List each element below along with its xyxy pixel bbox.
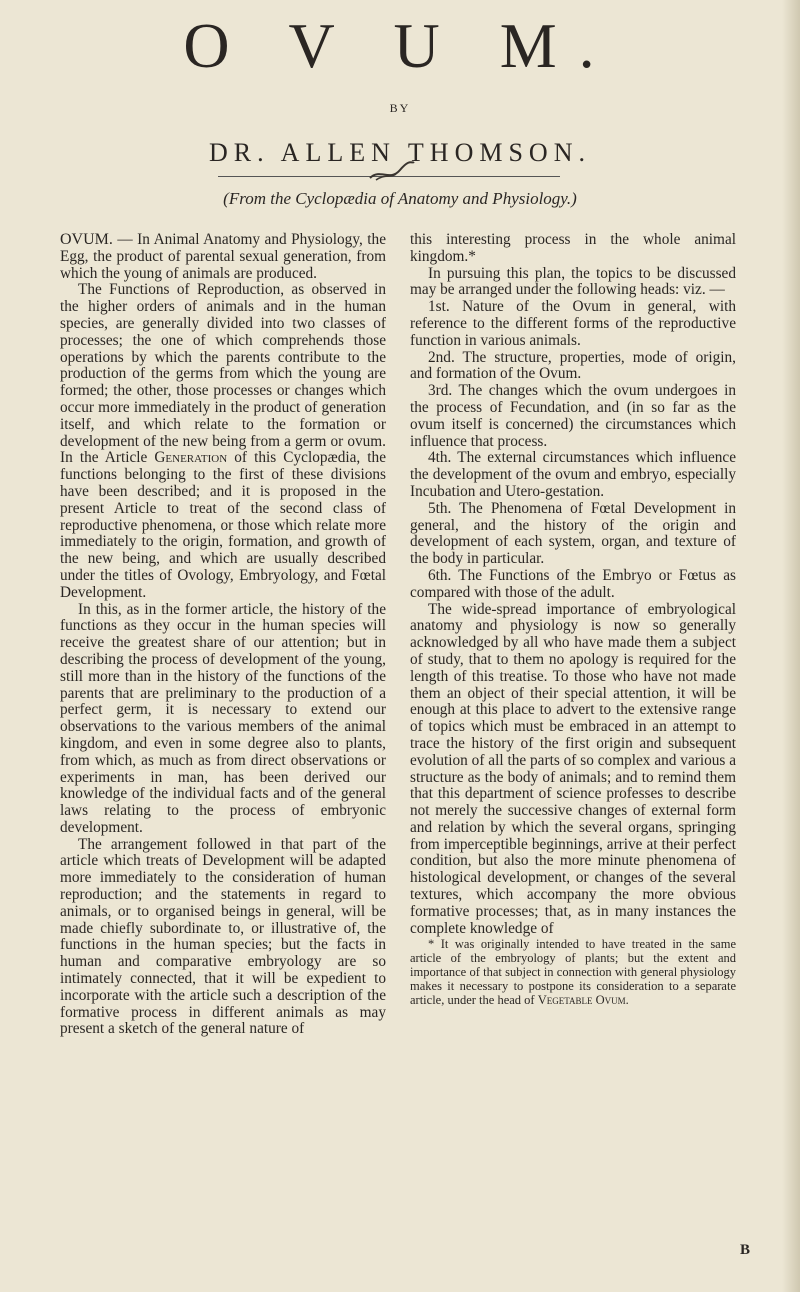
heading-item-5: 5th. The Phenomena of Fœtal Development in general, and the history of the origin and development of each system, organ, and texture of the body in particular. — [410, 499, 736, 568]
continuation-paragraph: this interesting process in the whole animal kingdom.* — [410, 231, 736, 265]
plan-paragraph: In pursuing this plan, the topics to be discussed may be arranged under the following heads: viz. — — [410, 264, 736, 299]
scope-paragraph: In this, as in the former article, the history of the functions as they occur in the human species will receive the greatest share of our attention; but in describing the process of development of the young, still more than in the history of the functions of the parents that are preliminary to the production of a perfect germ, it is necessary to extend our observations to the various members of the animal kingdom, and even in some degree also to plants, from which, as much as from direct observations or experiments in man, has been derived our knowledge of the individual facts and of the general laws relating to the process of embryonic development. — [60, 600, 386, 836]
vegetable-ovum-reference: Vegetable Ovum — [537, 993, 626, 1008]
generation-reference: Generation — [154, 449, 228, 467]
right-column — [410, 232, 736, 1007]
flourish-ornament-icon — [366, 160, 416, 184]
page-title: O V U M. — [183, 10, 617, 81]
importance-paragraph: The wide-spread importance of embryological anatomy and physiology is now so generally acknowledged by all who have made them a subject of study, that to them no apology is required for the length of this treatise. To those who have not made them an object of their special attention, it will be enough at this place to advert to the extensive range of topics which must be embraced in an attempt to trace the history of the first origin and subsequent evolution of all the parts of so complex and various a structure as the body of animals; and to remind them that this department of science professes to describe not merely the successive changes of external form and relation by which the several organs, springing from imperceptible beginnings, arrive at their perfect condition, but also the more minute phenomena of histological development, or changes of the several textures, which accompany the more obvious formative processes; that, as in many instances the complete knowledge of — [410, 600, 736, 937]
source-citation: (From the Cyclopædia of Anatomy and Physiology.) — [223, 189, 577, 208]
left-column — [60, 232, 386, 1038]
heading-item-1: 1st. Nature of the Ovum in general, with reference to the different forms of the reproductive function in various animals. — [410, 298, 736, 349]
entry-headword: OVUM. — [60, 231, 113, 248]
signature-mark: B — [740, 1242, 751, 1258]
heading-item-4: 4th. The external circumstances which influence the development of the ovum and embryo, especially Incubation and Utero-gestation. — [410, 449, 736, 500]
byline: BY — [389, 101, 411, 115]
heading-item-3: 3rd. The changes which the ovum undergoes in the process of Fecundation, and (in so far as the ovum itself is concerned) the circumstances which influence that process. — [410, 382, 736, 450]
author-name: DR. ALLEN THOMSON. — [209, 138, 591, 167]
arrangement-paragraph: The arrangement followed in that part of the article which treats of Development will be adapted more immediately to the consideration of human reproduction; and the statements in regard to animals, or to organised beings in general, will be made chiefly subordinate to, or illustrative of, the functions in the human species; but the facts in human and comparative embryology are so intimately connected, that it will be expedient to incorporate with the article such a description of the formative process in different animals as may present a sketch of the general nature of — [60, 835, 386, 1038]
footnote: * It was originally intended to have treated in the same article of the embryology of plants; but the extent and importance of that subject in connection with general physiology makes it necessary to postpone its consideration to a separate article, under the head of Vegetable Ovum. — [410, 937, 736, 1008]
intro-paragraph: OVUM. — In Animal Anatomy and Physiology, the Egg, the product of parental sexual generation, from which the young of animals are produced. — [60, 231, 386, 282]
heading-item-6: 6th. The Functions of the Embryo or Fœtus as compared with those of the adult. — [410, 566, 736, 601]
heading-item-2: 2nd. The structure, properties, mode of origin, and formation of the Ovum. — [410, 348, 736, 383]
functions-paragraph: The Functions of Reproduction, as observed in the higher orders of animals and in the human species, are generally divided into two classes of processes; the one of which comprehends those operations by which the parents contribute to the production of the germs from which the young are formed; the other, those processes or changes which occur more immediately in the product of generation itself, and which relate to the formation or development of the new being from a germ or ovum. In the Article Generation of this Cyclopædia, the functions belonging to the first of these divisions have been described; and it is proposed in the present Article to treat of the second class of reproductive phenomena, or those which relate more immediately to the origin, formation, and growth of the new being, and which are usually described under the titles of Ovology, Embryology, and Fœtal Development. — [60, 281, 386, 601]
